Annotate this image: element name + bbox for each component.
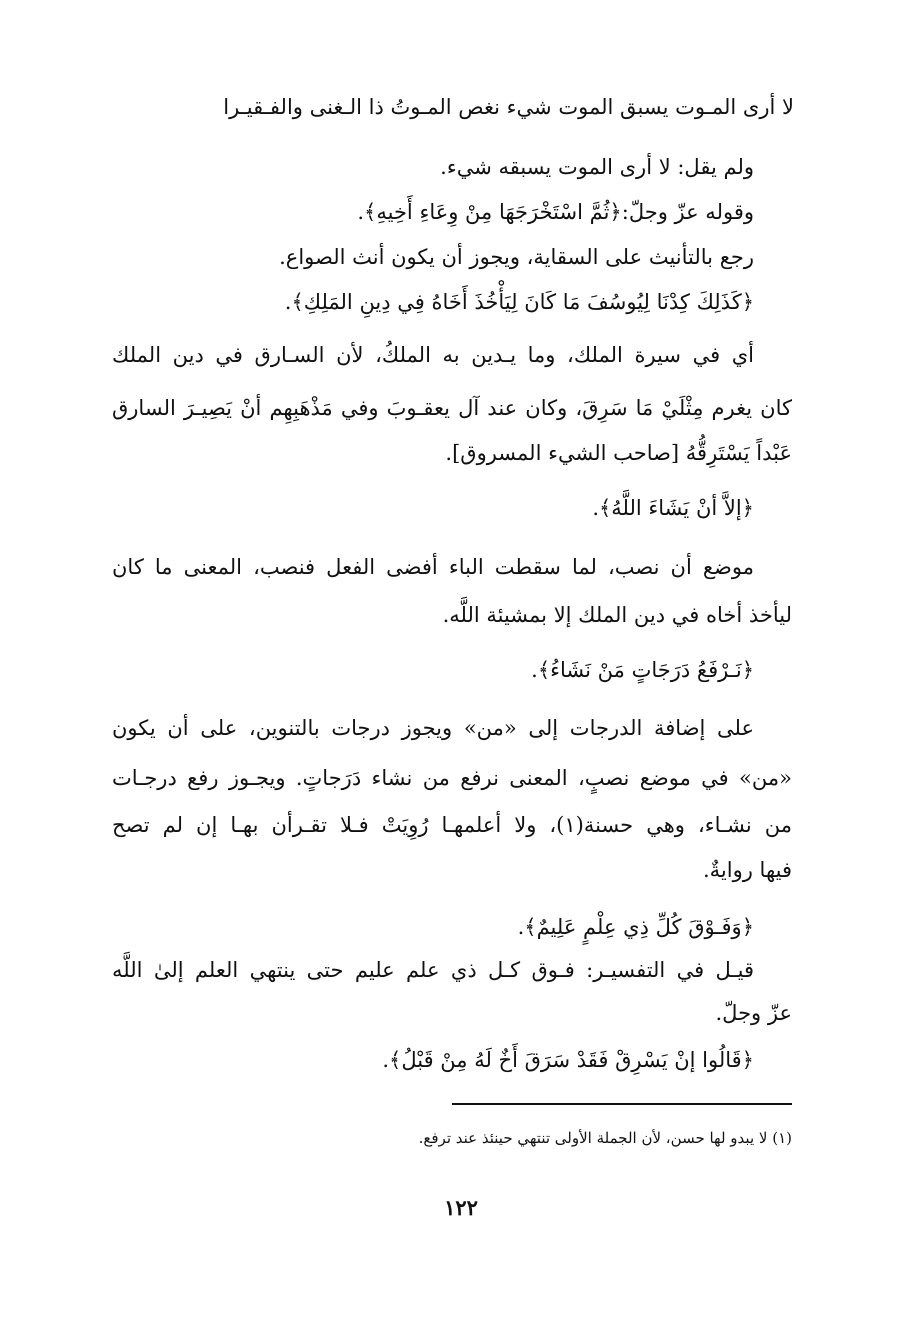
paragraph-line: عزّ وجلّ.: [715, 1001, 792, 1025]
text-line-quran: وقوله عزّ وجلّ:﴿ثُمَّ اسْتَخْرَجَهَا مِنْ وِعَاءِ أَخِيهِ﴾.: [357, 200, 754, 224]
footnote: (١) لا يبدو لها حسن، لأن الجملة الأولى تنتهي حينئذ عند ترفع.: [418, 1129, 792, 1147]
text-line: رجع بالتأنيث على السقاية، ويجوز أن يكون أنث الصواع.: [279, 245, 754, 269]
text-line: ولم يقل: لا أرى الموت يسبقه شيء.: [440, 155, 754, 179]
paragraph-line: من نشـاء، وهي حسنة(١)، ولا أعلمهـا رُوِيَتْ فـلا تقـرأن بهـا إن لم تصح: [112, 813, 793, 837]
paragraph-line: عَبْداً يَسْتَرِقُّهُ [صاحب الشيء المسروق].: [445, 441, 792, 465]
paragraph-line: على إضافة الدرجات إلى «من» ويجوز درجات بالتنوين، على أن يكون: [112, 716, 754, 740]
footnote-separator: [452, 1103, 792, 1105]
paragraph-line: «من» في موضع نصبٍ، المعنى نرفع من نشاء دَرَجاتٍ. ويجـوز رفع درجـات: [112, 766, 792, 790]
paragraph-line: قيـل في التفسيـر: فـوق كـل ذي علم عليم حتى ينتهي العلم إلىٰ اللَّه: [112, 958, 754, 982]
quran-verse-line: ﴿نَـرْفَعُ دَرَجَاتٍ مَنْ نَشَاءُ﴾.: [531, 658, 754, 682]
paragraph-line: كان يغرم مِثْلَيْ مَا سَرِقَ، وكان عند آل يعقـوبَ وفي مَذْهَبِهِم أنْ يَصِيـرَ السارق: [112, 396, 792, 420]
paragraph-line: موضع أن نصب، لما سقطت الباء أفضى الفعل فنصب، المعنى ما كان: [112, 555, 754, 579]
paragraph-line: فيها روايةٌ.: [702, 858, 792, 882]
poetry-verse-line: لا أرى المـوت يسبق الموت شيء نغص المـوتُ ذا الـغنى والفـقيـرا: [223, 95, 794, 119]
paragraph-line: ليأخذ أخاه في دين الملك إلا بمشيئة اللَّه.: [442, 603, 792, 627]
quran-verse-line: ﴿وَفَـوْقَ كُلِّ ذِي عِلْمٍ عَلِيمٌ﴾.: [517, 915, 754, 939]
quran-verse-line: ﴿قَالُوا إنْ يَسْرِقْ فَقَدْ سَرَقَ أَخٌ لَهُ مِنْ قَبْلُ﴾.: [382, 1048, 754, 1072]
quran-verse-line: ﴿كَذَلِكَ كِدْنَا لِيُوسُفَ مَا كَانَ لِيَأْخُذَ أَخَاهُ فِي دِينِ المَلِكِ﴾.: [284, 290, 754, 314]
quran-verse-line: ﴿إلاَّ أنْ يَشَاءَ اللَّهُ﴾.: [592, 496, 754, 520]
paragraph-line: أي في سيرة الملك، وما يـدين به الملكُ، لأن السـارق في دين الملك: [112, 343, 754, 367]
page-number: ١٢٢: [444, 1195, 478, 1220]
